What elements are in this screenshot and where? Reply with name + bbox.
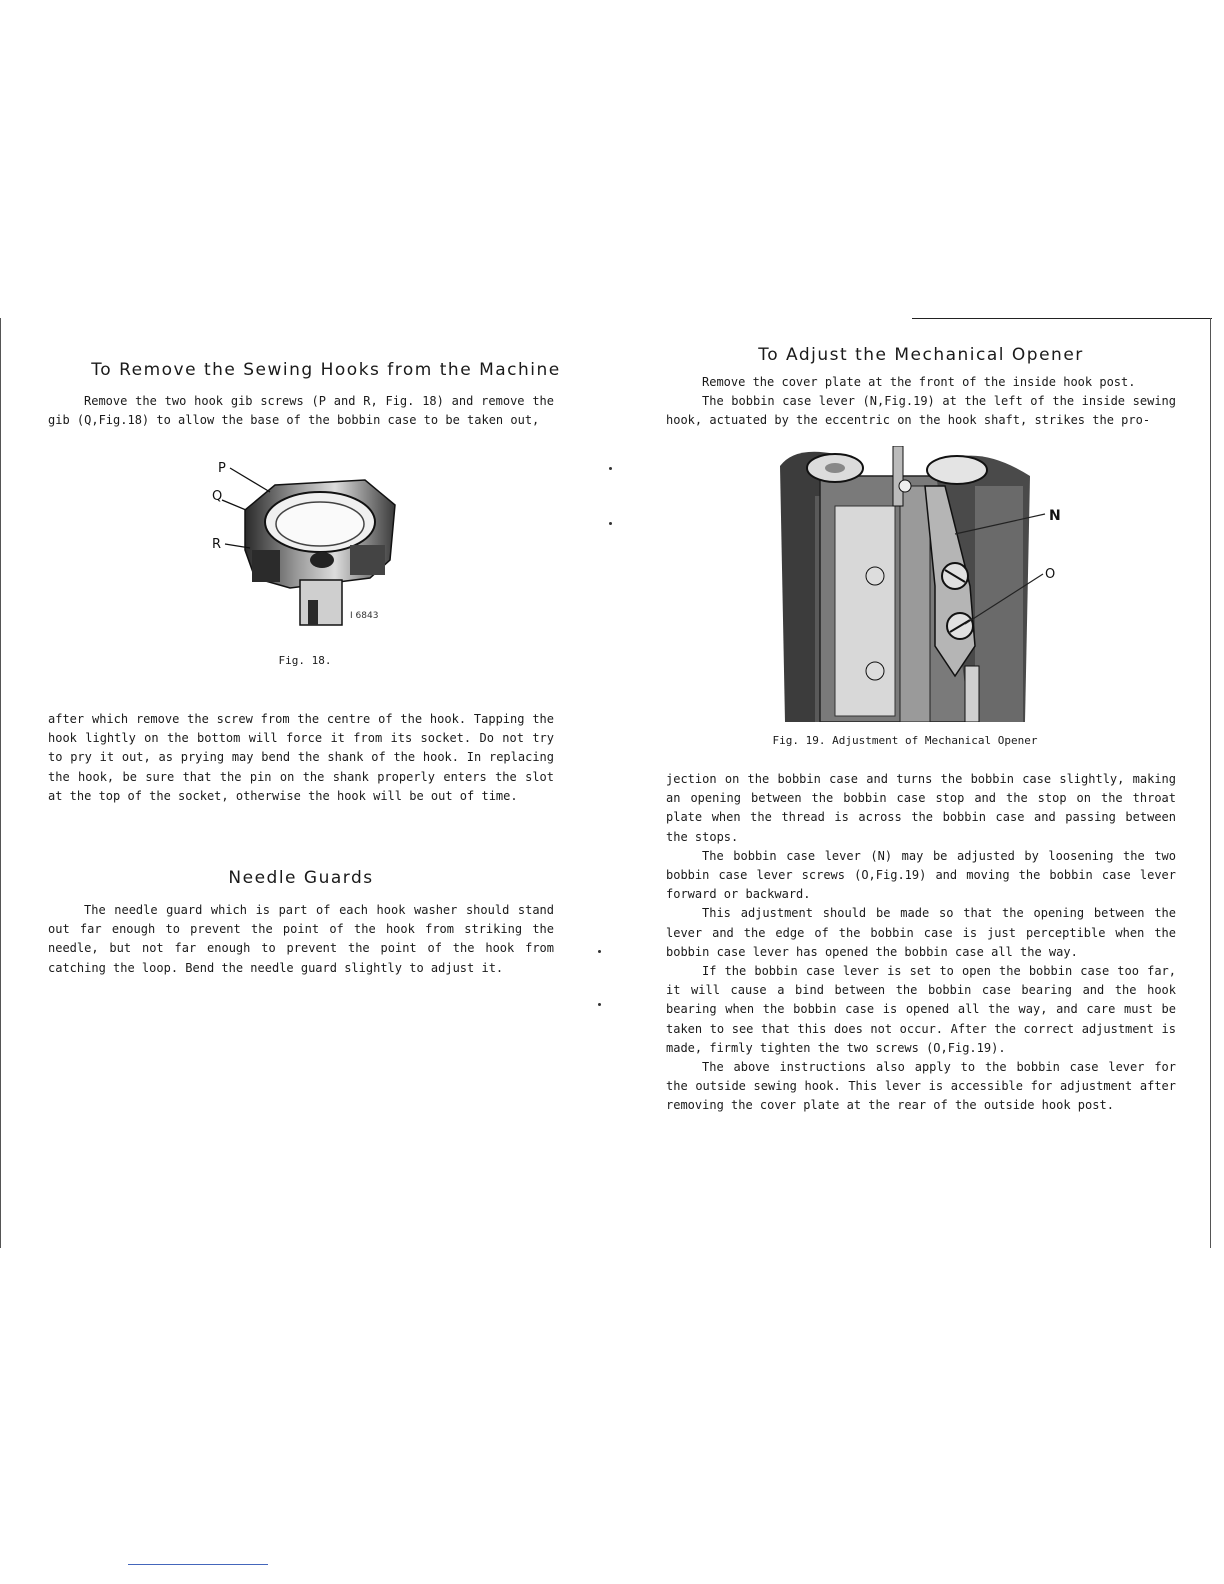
right-paragraph-3: This adjustment should be made so that the opening between the lever and the edge of the bobbin case is just perceptible when the bobbin case lever has opened the bobbin case all the way. xyxy=(666,906,1176,959)
bottom-link-rule xyxy=(128,1564,268,1565)
fig18-illustration xyxy=(200,450,400,635)
right-paragraph-5: The above instructions also apply to the bobbin case lever for the outside sewing hook. This lever is accessible for adjustment after removing the cover plate at the rear of the outside hook post. xyxy=(666,1060,1176,1113)
gutter-dot xyxy=(598,950,601,953)
left-page-title: To Remove the Sewing Hooks from the Machine xyxy=(91,360,561,380)
fig19-caption: Fig. 19. Adjustment of Mechanical Opener xyxy=(772,734,1038,747)
fig18-part-number: I 6843 xyxy=(350,611,379,621)
hook-drawing xyxy=(200,450,400,635)
mechanical-opener-photo xyxy=(775,446,1075,722)
right-page-title: To Adjust the Mechanical Opener xyxy=(758,345,1084,365)
fig18-label-p: P xyxy=(218,461,226,476)
right-body xyxy=(666,770,1176,1116)
left-edge-rule xyxy=(0,318,1,1248)
gutter-dot xyxy=(609,522,612,525)
right-intro-line-2: The bobbin case lever (N,Fig.19) at the left of the inside sewing hook, actuated by the eccentric on the hook shaft, strikes the pro- xyxy=(666,394,1176,428)
fig18-label-q: Q xyxy=(212,489,223,504)
fig18-caption: Fig. 18. xyxy=(278,654,332,667)
right-intro-line-1: Remove the cover plate at the front of the inside hook post. xyxy=(702,375,1136,389)
left-intro-text: Remove the two hook gib screws (P and R, Fig. 18) and remove the gib (Q,Fig.18) to allow the base of the bobbin case to be taken out, xyxy=(48,394,554,428)
left-continuation-text: after which remove the screw from the centre of the hook. Tapping the hook lightly on the bottom will force it from its socket. Do not try to pry it out, as prying may bend the shank of the hook. In replacing the hook, be sure that the pin on the shank properly enters the slot at the top of the socket, otherwise the hook will be out of time. xyxy=(48,712,554,803)
fig19-label-n: N xyxy=(1049,508,1061,524)
top-rule xyxy=(912,318,1212,319)
right-edge-rule xyxy=(1210,318,1211,1248)
needle-guards-paragraph xyxy=(48,901,554,978)
right-paragraph-1: jection on the bobbin case and turns the bobbin case slightly, making an opening between the bobbin case stop and the stop on the throat plate when the thread is across the bobbin case and passing between the stops. xyxy=(666,772,1176,844)
right-intro-paragraph xyxy=(666,373,1176,431)
needle-guards-title: Needle Guards xyxy=(228,868,374,888)
fig19-photo xyxy=(775,446,1075,722)
needle-guards-text: The needle guard which is part of each hook washer should stand out far enough to prevent the point of the hook from striking the needle, but not far enough to prevent the point of the hook from catching the loop. Bend the needle guard slightly to adjust it. xyxy=(48,903,554,975)
gutter-dot xyxy=(609,467,612,470)
left-intro-paragraph xyxy=(48,392,554,430)
fig19-label-o: O xyxy=(1045,567,1056,582)
gutter-dot xyxy=(598,1003,601,1006)
right-paragraph-4: If the bobbin case lever is set to open the bobbin case too far, it will cause a bind between the bobbin case bearing and the hook bearing when the bobbin case is opened all the way, and care must be taken to see that this does not occur. After the correct adjustment is made, firmly tighten the two screws (O,Fig.19). xyxy=(666,964,1176,1055)
right-paragraph-2: The bobbin case lever (N) may be adjusted by loosening the two bobbin case lever screws (O,Fig.19) and moving the bobbin case lever forward or backward. xyxy=(666,848,1176,902)
left-continuation-paragraph xyxy=(48,710,554,806)
fig18-label-r: R xyxy=(212,537,222,552)
